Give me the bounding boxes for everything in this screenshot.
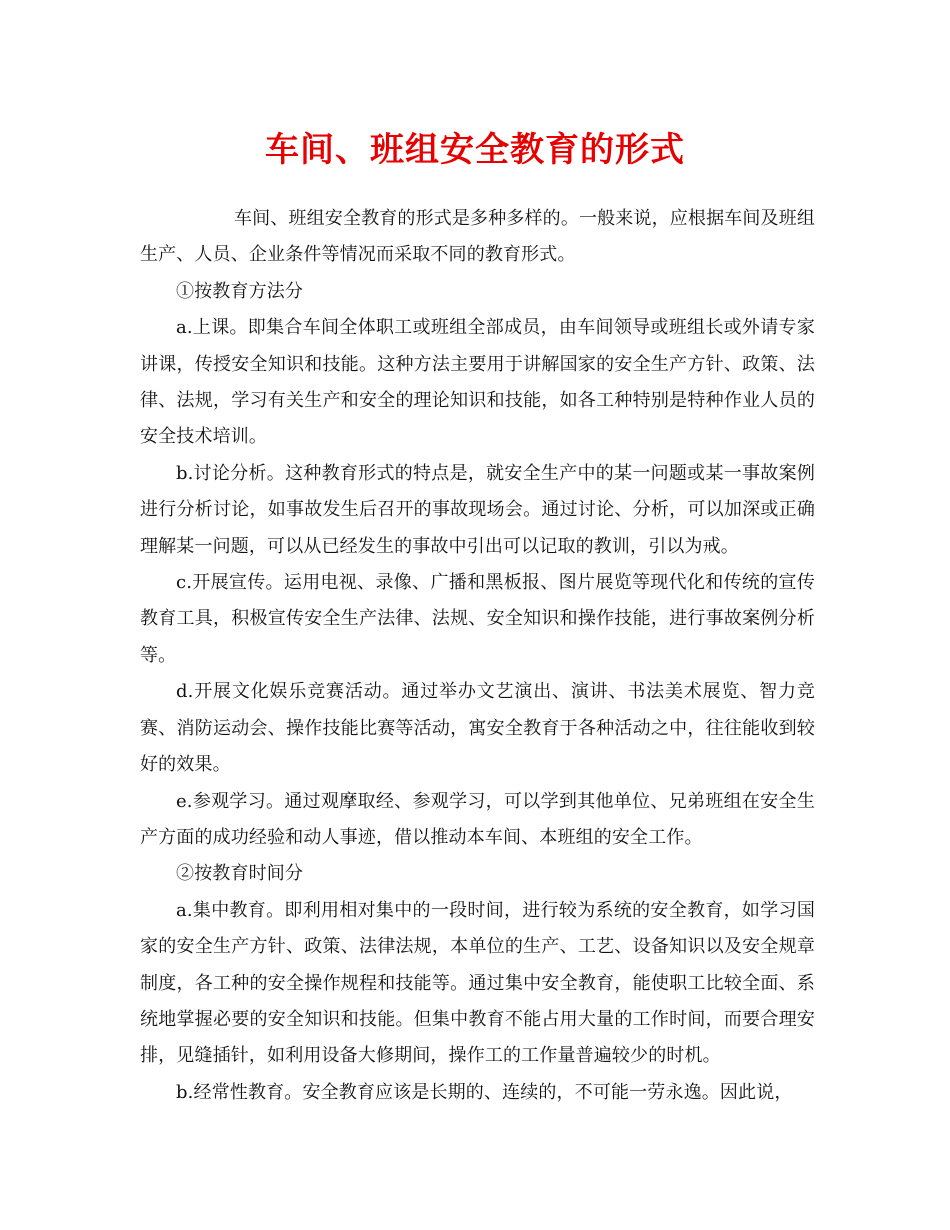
document-title: 车间、班组安全教育的形式 — [265, 130, 685, 170]
paragraph-activities: d.开展文化娱乐竞赛活动。通过举办文艺演出、演讲、书法美术展览、智力竞赛、消防运动会、操作技能比赛等活动，寓安全教育于各种活动之中，往往能收到较好的效果。 — [140, 681, 815, 776]
section-heading-method: ①按教育方法分 — [176, 280, 304, 302]
paragraph-lecture: a.上课。即集合车间全体职工或班组全部成员，由车间领导或班组长或外请专家讲课，传授安全知识和技能。这种方法主要用于讲解国家的安全生产方针、政策、法律、法规，学习有关生产和安全的理论知识和技能，如各工种特别是特种作业人员的安全技术培训。 — [140, 317, 815, 448]
paragraph-regular: b.经常性教育。安全教育应该是长期的、连续的，不可能一劳永逸。因此说， — [176, 1081, 793, 1103]
section-heading-time: ②按教育时间分 — [176, 863, 304, 885]
intro-paragraph: 车间、班组安全教育的形式是多种多样的。一般来说，应根据车间及班组生产、人员、企业条件等情况而采取不同的教育形式。 — [140, 208, 815, 266]
document-body — [140, 201, 815, 1111]
paragraph-publicity: c.开展宣传。运用电视、录像、广播和黑板报、图片展览等现代化和传统的宣传教育工具，积极宣传安全生产法律、法规、安全知识和操作技能，进行事故案例分析等。 — [140, 572, 815, 666]
paragraph-discussion: b.讨论分析。这种教育形式的特点是，就安全生产中的某一问题或某一事故案例进行分析讨论，如事故发生后召开的事故现场会。通过讨论、分析，可以加深或正确理解某一问题，可以从已经发生的事故中引出可以记取的教训，引以为戒。 — [140, 462, 815, 557]
paragraph-concentrated: a.集中教育。即利用相对集中的一段时间，进行较为系统的安全教育，如学习国家的安全生产方针、政策、法律法规，本单位的生产、工艺、设备知识以及安全规章制度，各工种的安全操作规程和技能等。通过集中安全教育，能使职工比较全面、系统地掌握必要的安全知识和技能。但集中教育不能占用大量的工作时间，而要合理安排，见缝插针，如利用设备大修期间，操作工的工作量普遍较少的时机。 — [140, 899, 815, 1067]
paragraph-visits: e.参观学习。通过观摩取经、参观学习，可以学到其他单位、兄弟班组在安全生产方面的成功经验和动人事迹，借以推动本车间、本班组的安全工作。 — [140, 790, 815, 848]
